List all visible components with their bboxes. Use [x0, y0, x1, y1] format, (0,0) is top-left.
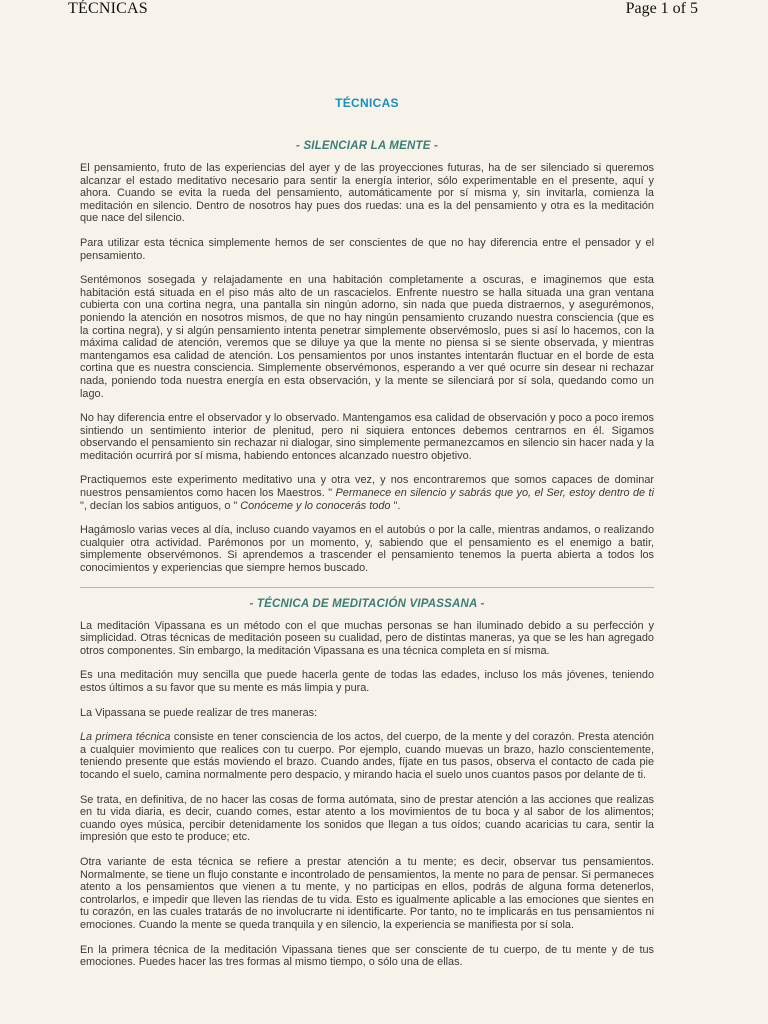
quote-text: Conóceme y lo conocerás todo	[240, 499, 391, 512]
paragraph: Para utilizar esta técnica simplemente hemos de ser conscientes de que no hay diferencia entre el pensador y el pensamiento.	[80, 236, 654, 262]
text-run: consiste en tener consciencia de los actos, del cuerpo, de la mente y del corazón. Presta atención a cualquier movimiento que realices con tu cuerpo. Por ejemplo, cuando muevas un brazo, hazlo conscientemente, teniendo presente que estás moviendo el brazo. Cuando andes, fíjate en tus pasos, observa el contacto de cada pie tocando el suelo, camina normalmente pero despacio, y mirando hacia el suelo unos cuantos pasos por delante de ti.	[80, 731, 654, 781]
page-title: TÉCNICAS	[335, 96, 399, 110]
paragraph: Sentémonos sosegada y relajadamente en una habitación completamente a oscuras, e imaginemos que esta habitación está situada en el piso más alto de un rascacielos. Enfrente nuestro se halla situada una gran ventana cubierta con una cortina negra, una pantalla sin ningún adorno, sin nada que pueda distraernos, y asegurémonos, poniendo la atención en nosotros mismos, de que no hay ningún pensamiento cruzando nuestra consciencia (que es la cortina negra), y si algún pensamiento intenta penetrar simplemente observémoslo, pues si así lo hacemos, con la máxima calidad de atención, veremos que se diluye ya que la mente no piensa si se siente observada, y mientras mantengamos esa calidad de atención. Los pensamientos por unos instantes intentarán fluctuar en el borde de esta cortina que es nuestra consciencia. Simplemente observémonos, esperando a ver qué ocurre sin desear ni rechazar nada, poniendo toda nuestra energía en esta observación, y la mente se silenciará por sí sola, quedando como un lago.	[80, 274, 654, 400]
document-header-title: TÉCNICAS	[68, 0, 148, 17]
paragraph: En la primera técnica de la meditación Vipassana tienes que ser consciente de tu cuerpo, de tu mente y de tus emociones. Puedes hacer las tres formas al mismo tiempo, o sólo una de ellas.	[80, 943, 654, 969]
section-divider	[80, 587, 654, 588]
text-run: ", decían los sabios antiguos, o "	[80, 499, 241, 512]
text-run: ".	[390, 499, 401, 512]
paragraph: La meditación Vipassana es un método con el que muchas personas se han iluminado debido a su perfección y simplicidad. Otras técnicas de meditación poseen su cualidad, pero de distintas maneras, ya que se les han agregado otros componentes. Sin embargo, la meditación Vipassana es una técnica completa en sí misma.	[80, 619, 654, 657]
emphasis-text: La primera técnica	[80, 731, 171, 744]
paragraph: Otra variante de esta técnica se refiere a prestar atención a tu mente; es decir, observar tus pensamientos. Normalmente, se tiene un flujo constante e incontrolado de pensamientos, la mente no para de pensar. Si permaneces atento a los pensamientos que vienen a tu mente, y no participas en ellos, podrás de alguna forma detenerlos, controlarlos, e impedir que lleven las riendas de tu vida. Esto es igualmente aplicable a las emociones que sientes en tu corazón, en las cuales tratarás de no involucrarte ni identificarte. Por tanto, no te implicarás en tus pensamientos ni emociones. Cuando la mente se queda tranquila y en silencio, la experiencia se manifiesta por sí sola.	[80, 855, 654, 931]
quote-text: Permanece en silencio y sabrás que yo, el Ser, estoy dentro de ti	[335, 487, 654, 500]
section-title-silenciar: - SILENCIAR LA MENTE -	[296, 140, 438, 152]
paragraph: No hay diferencia entre el observador y lo observado. Mantengamos esa calidad de observación y poco a poco iremos sintiendo un sentimiento interior de plenitud, pero ni siquiera entonces debemos centrarnos en él. Sigamos observando el pensamiento sin rechazar ni dialogar, sino simplemente permanezcamos en silencio sin hacer nada y la meditación ocurrirá por sí misma, habiendo entonces alcanzado nuestro objetivo.	[80, 412, 654, 462]
document-body	[80, 96, 654, 981]
paragraph: Se trata, en definitiva, de no hacer las cosas de forma autómata, sino de prestar atención a las acciones que realizas en tu vida diaria, es decir, cuando comes, estar atento a los movimientos de tu boca y al sabor de los alimentos; cuando oyes música, percibir detenidamente los sonidos que llegan a tus oídos; cuando acaricias tu cara, sentir la impresión que esto te produce; etc.	[80, 793, 654, 844]
section-title-vipassana: - TÉCNICA DE MEDITACIÓN VIPASSANA -	[249, 597, 485, 610]
paragraph: El pensamiento, fruto de las experiencias del ayer y de las proyecciones futuras, ha de ser silenciado si queremos alcanzar el estado meditativo necesario para sentir la energía interior, sólo experimentable en el presente, aquí y ahora. Cuando se evita la rueda del pensamiento, automáticamente por sí misma y, sin invitarla, comienza la meditación en silencio. Dentro de nosotros hay pues dos ruedas: una es la del pensamiento y otra es la meditación que nace del silencio.	[80, 162, 654, 225]
text-run: Practiquemos este experimento meditativo una y otra vez, y nos encontraremos que somos capaces de dominar nuestros pensamientos como hacen los Maestros. "	[80, 474, 654, 500]
paragraph: Es una meditación muy sencilla que puede hacerla gente de todas las edades, incluso los más jóvenes, teniendo estos últimos a su favor que su mente es más limpia y pura.	[80, 669, 654, 694]
document-header	[0, 0, 768, 22]
paragraph-with-quotes	[80, 474, 654, 512]
paragraph: Hagámoslo varias veces al día, incluso cuando vayamos en el autobús o por la calle, mientras andamos, o realizando cualquier otra actividad. Parémonos por un momento, y, sabiendo que el pensamiento es el enemigo a batir, simplemente observémonos. Si aprendemos a trascender el pensamiento tenemos la puerta abierta a todos los conocimientos y experiencias que siempre hemos buscado.	[80, 524, 654, 575]
paragraph: La Vipassana se puede realizar de tres maneras:	[80, 706, 318, 719]
page-indicator: Page 1 of 5	[625, 0, 698, 17]
paragraph-first-technique	[80, 731, 654, 781]
